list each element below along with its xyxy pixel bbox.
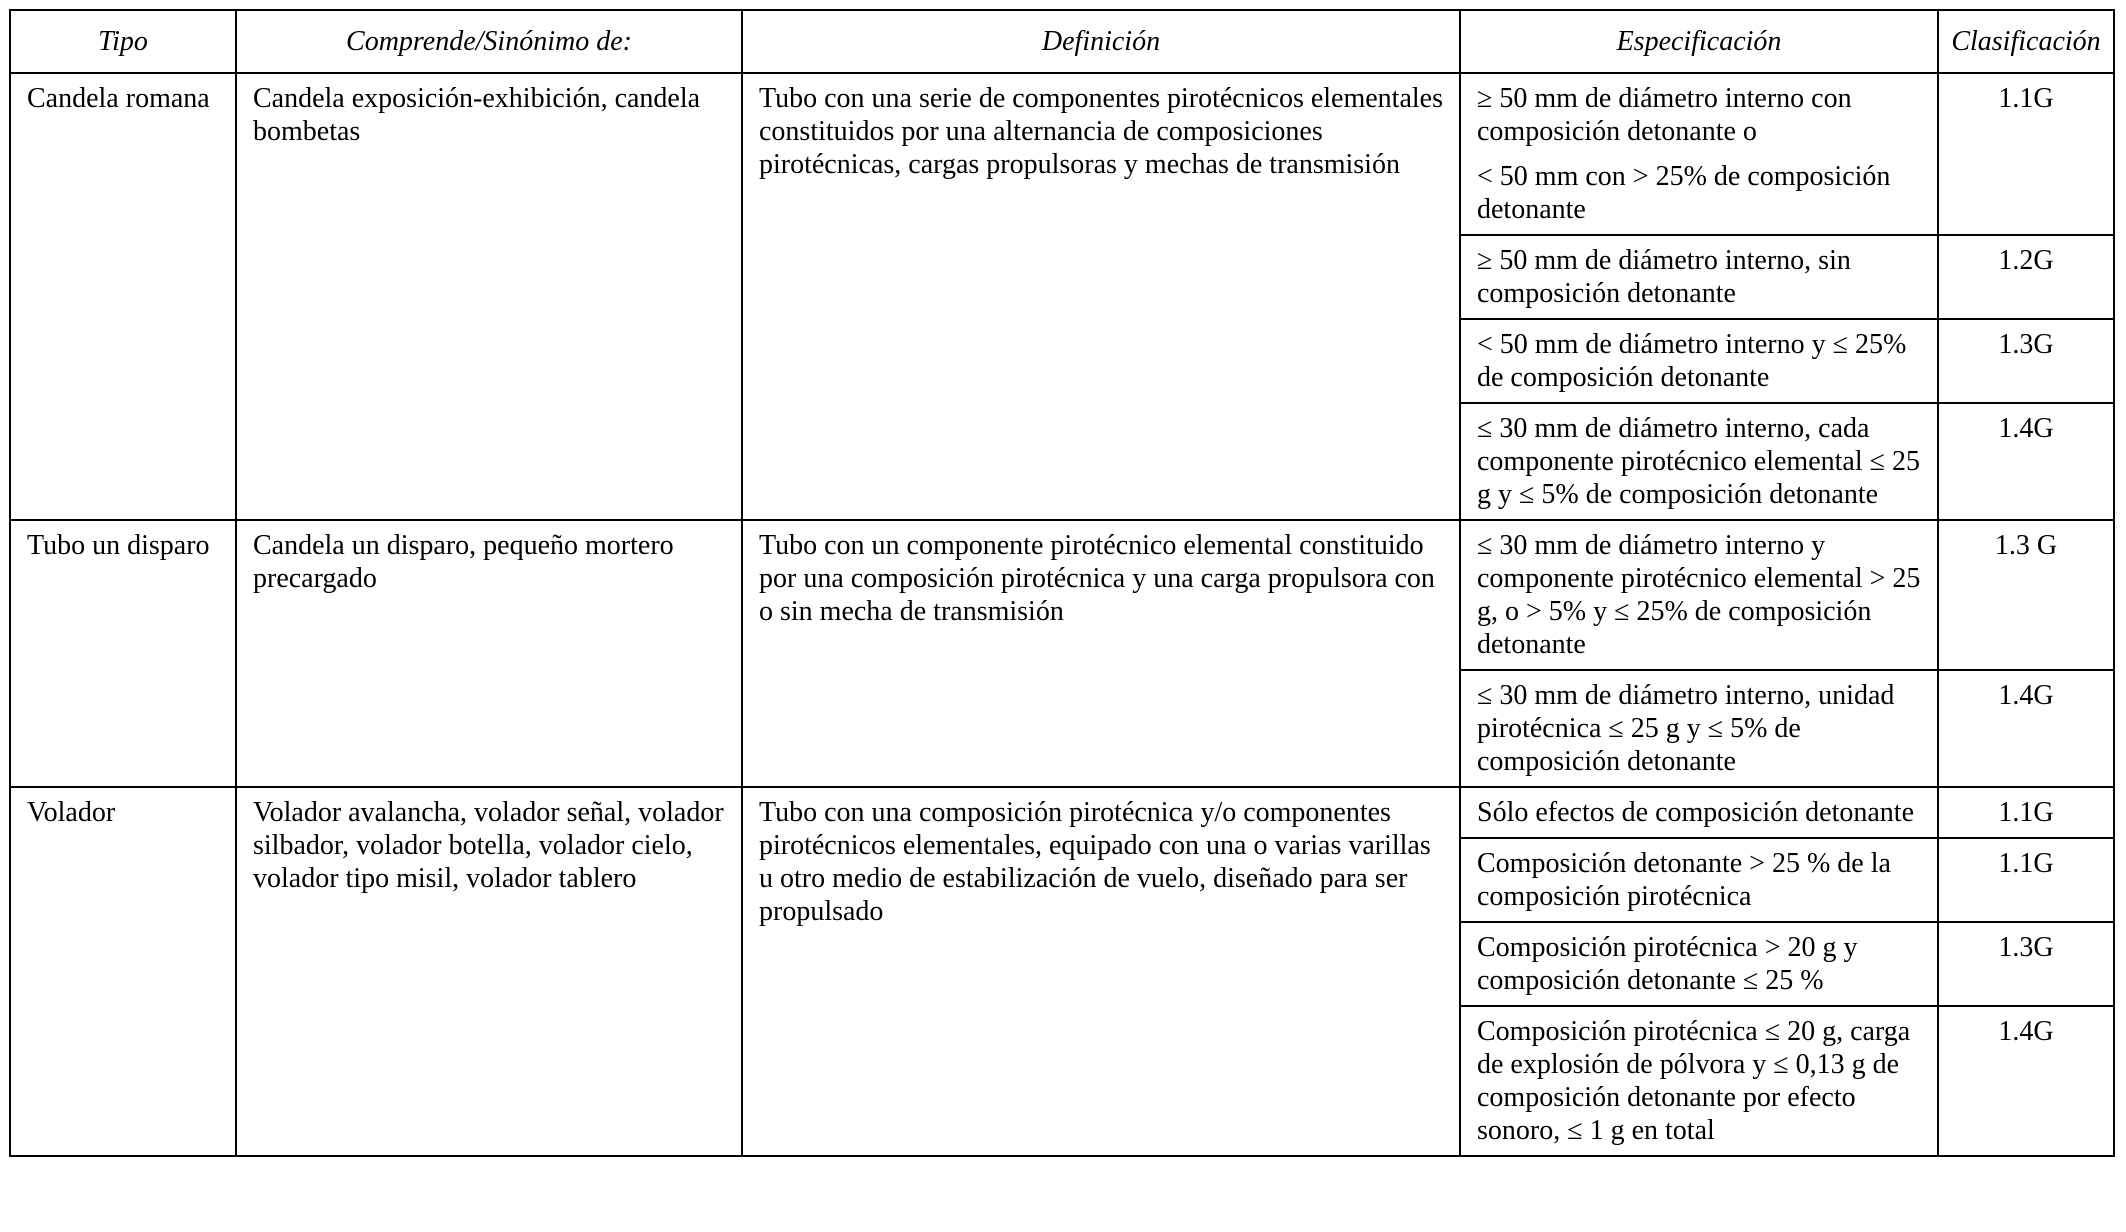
cell-tipo: Tubo un disparo — [10, 520, 236, 787]
specification-text: < 50 mm con > 25% de composición detonante — [1477, 161, 1891, 225]
header-row — [10, 10, 2114, 73]
specification-text: ≤ 30 mm de diámetro interno y componente pirotécnico elemental > 25 g, o > 5% y ≤ 25% de composición detonante — [1477, 530, 1921, 660]
cell-clasificacion: 1.1G — [1938, 73, 2114, 235]
cell-comprende: Candela un disparo, pequeño mortero precargado — [236, 520, 742, 787]
table-body — [10, 73, 2114, 1156]
specification-text: Composición pirotécnica ≤ 20 g, carga de explosión de pólvora y ≤ 0,13 g de composición detonante por efecto sonoro, ≤ 1 g en total — [1477, 1016, 1911, 1146]
table-row — [10, 520, 2114, 670]
specification-text: ≤ 30 mm de diámetro interno, unidad pirotécnica ≤ 25 g y ≤ 5% de composición detonante — [1477, 680, 1895, 777]
cell-definicion: Tubo con un componente pirotécnico elemental constituido por una composición pirotécnica y una carga propulsora con o sin mecha de transmisión — [742, 520, 1460, 787]
cell-especificacion — [1460, 838, 1938, 922]
cell-tipo: Volador — [10, 787, 236, 1156]
cell-especificacion — [1460, 403, 1938, 520]
cell-clasificacion: 1.3G — [1938, 319, 2114, 403]
header-definicion: Definición — [742, 10, 1460, 73]
cell-especificacion — [1460, 235, 1938, 319]
cell-especificacion — [1460, 922, 1938, 1006]
cell-clasificacion: 1.4G — [1938, 670, 2114, 787]
header-tipo: Tipo — [10, 10, 236, 73]
cell-comprende: Volador avalancha, volador señal, volador silbador, volador botella, volador cielo, volador tipo misil, volador tablero — [236, 787, 742, 1156]
specification-text: ≥ 50 mm de diámetro interno con composición detonante o — [1477, 83, 1852, 147]
cell-clasificacion: 1.3 G — [1938, 520, 2114, 670]
cell-clasificacion: 1.1G — [1938, 787, 2114, 838]
header-clasificacion: Clasificación — [1938, 10, 2114, 73]
cell-clasificacion: 1.4G — [1938, 403, 2114, 520]
table-row — [10, 73, 2114, 235]
cell-clasificacion: 1.4G — [1938, 1006, 2114, 1156]
fireworks-classification-table — [9, 9, 2115, 1157]
table-header — [10, 10, 2114, 73]
table-row — [10, 787, 2114, 838]
cell-definicion: Tubo con una serie de componentes pirotécnicos elementales constituidos por una alternancia de composiciones pirotécnicas, cargas propulsoras y mechas de transmisión — [742, 73, 1460, 520]
specification-text: ≤ 30 mm de diámetro interno, cada componente pirotécnico elemental ≤ 25 g y ≤ 5% de composición detonante — [1477, 413, 1920, 510]
cell-clasificacion: 1.1G — [1938, 838, 2114, 922]
cell-especificacion — [1460, 520, 1938, 670]
cell-especificacion — [1460, 319, 1938, 403]
cell-especificacion — [1460, 787, 1938, 838]
specification-text: ≥ 50 mm de diámetro interno, sin composición detonante — [1477, 245, 1851, 309]
cell-especificacion — [1460, 1006, 1938, 1156]
cell-tipo: Candela romana — [10, 73, 236, 520]
specification-text: Composición pirotécnica > 20 g y composición detonante ≤ 25 % — [1477, 932, 1858, 996]
cell-definicion: Tubo con una composición pirotécnica y/o componentes pirotécnicos elementales, equipado con una o varias varillas u otro medio de estabilización de vuelo, diseñado para ser propulsado — [742, 787, 1460, 1156]
cell-comprende: Candela exposición-exhibición, candela bombetas — [236, 73, 742, 520]
cell-especificacion — [1460, 73, 1938, 235]
specification-text: Composición detonante > 25 % de la composición pirotécnica — [1477, 848, 1891, 912]
header-comprende: Comprende/Sinónimo de: — [236, 10, 742, 73]
cell-clasificacion: 1.3G — [1938, 922, 2114, 1006]
specification-text: Sólo efectos de composición detonante — [1477, 797, 1914, 828]
cell-especificacion — [1460, 670, 1938, 787]
specification-text: < 50 mm de diámetro interno y ≤ 25% de composición detonante — [1477, 329, 1907, 393]
cell-clasificacion: 1.2G — [1938, 235, 2114, 319]
header-especificacion: Especificación — [1460, 10, 1938, 73]
